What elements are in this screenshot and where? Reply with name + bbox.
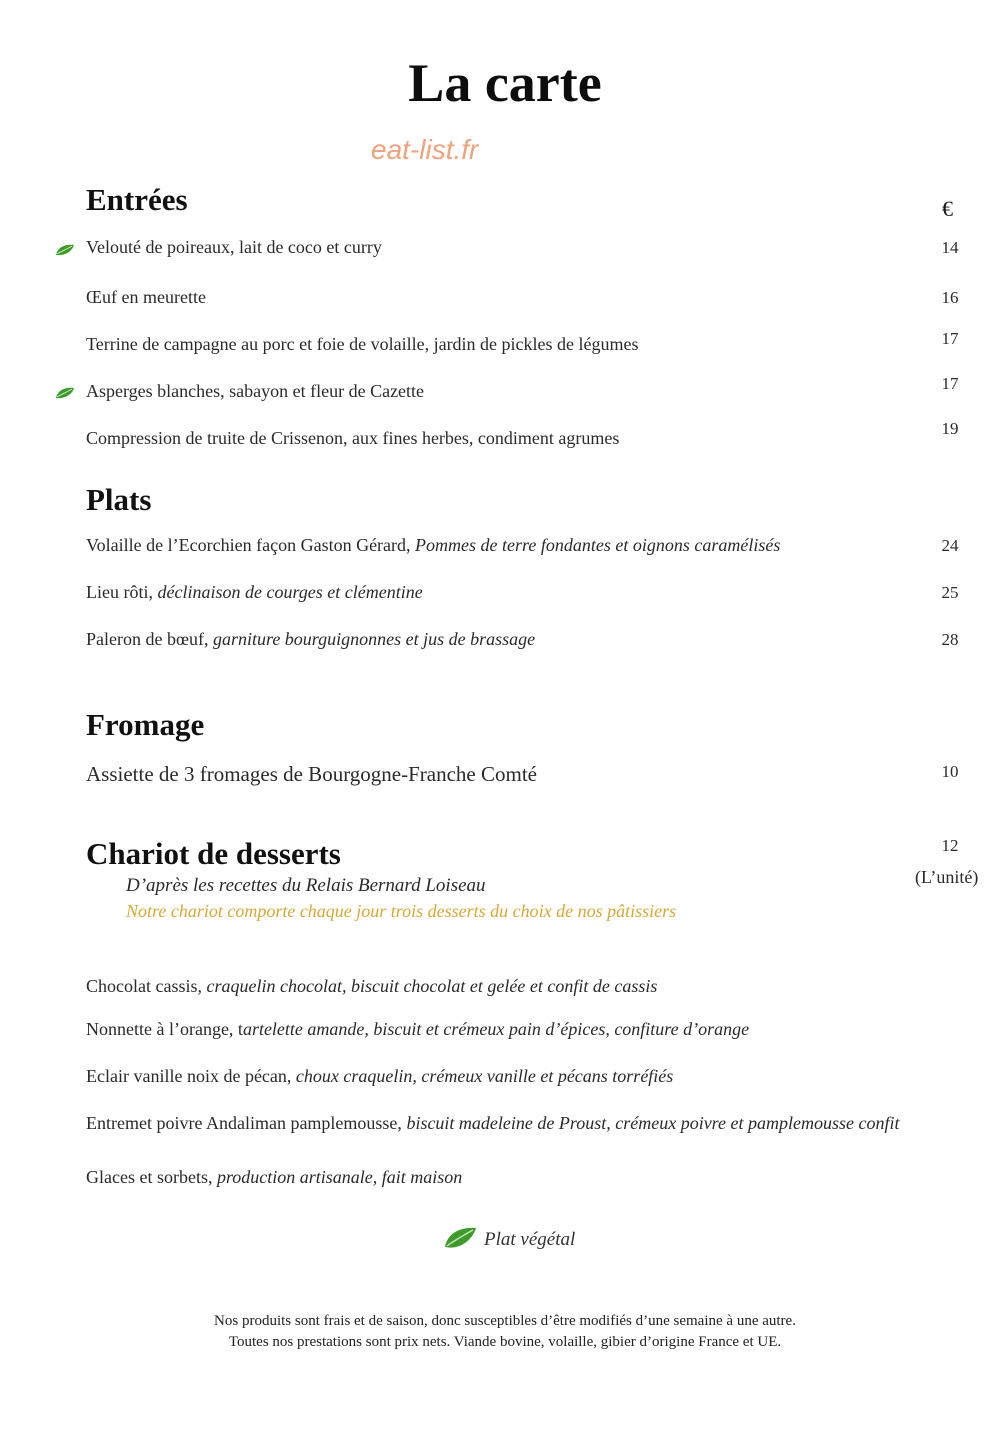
menu-item bbox=[86, 976, 657, 997]
item-price: 28 bbox=[941, 630, 959, 649]
item-name: Paleron de bœuf, bbox=[86, 629, 209, 649]
item-name: Eclair vanille noix de pécan, bbox=[86, 1066, 292, 1086]
footer-line-2: Toutes nos prestations sont prix nets. Viande bovine, volaille, gibier d’origine France et UE. bbox=[228, 1334, 782, 1350]
menu-item bbox=[86, 629, 535, 650]
item-price: 17 bbox=[941, 329, 959, 348]
item-name: Volaille de l’Ecorchien façon Gaston Gérard, bbox=[86, 535, 411, 555]
menu-item: Velouté de poireaux, lait de coco et curry bbox=[86, 237, 382, 257]
legend-label: Plat végétal bbox=[484, 1229, 576, 1250]
section-heading-fromage: Fromage bbox=[86, 707, 205, 742]
item-description: production artisanale, fait maison bbox=[212, 1167, 463, 1187]
item-description: garniture bourguignonnes et jus de brassage bbox=[208, 629, 536, 649]
item-price: 12 bbox=[941, 836, 959, 855]
menu-item bbox=[86, 535, 780, 556]
item-description: déclinaison de courges et clémentine bbox=[152, 582, 423, 602]
price-unit: (L’unité) bbox=[915, 867, 979, 887]
menu-item: Terrine de campagne au porc et foie de volaille, jardin de pickles de légumes bbox=[86, 334, 639, 354]
menu-item: Compression de truite de Crissenon, aux fines herbes, condiment agrumes bbox=[86, 428, 620, 448]
leaf-icon bbox=[55, 243, 75, 257]
menu-item: Œuf en meurette bbox=[86, 287, 206, 307]
watermark: eat-list.fr bbox=[371, 134, 479, 165]
item-name: Nonnette à l’orange, t bbox=[86, 1019, 243, 1039]
item-price: 14 bbox=[941, 238, 959, 257]
currency-symbol: € bbox=[942, 196, 953, 221]
item-name: Entremet poivre Andaliman pamplemousse, bbox=[86, 1113, 402, 1133]
menu-item: Asperges blanches, sabayon et fleur de Cazette bbox=[86, 381, 425, 401]
item-price: 10 bbox=[941, 762, 959, 781]
menu-item bbox=[86, 1113, 899, 1134]
item-price: 17 bbox=[941, 374, 959, 393]
item-description: artelette amande, biscuit et crémeux pain d’épices, confiture d’orange bbox=[242, 1019, 750, 1039]
item-price: 25 bbox=[941, 583, 959, 602]
desserts-subtitle: D’après les recettes du Relais Bernard Loiseau bbox=[126, 875, 486, 896]
menu-item bbox=[86, 582, 423, 603]
section-heading-entrees: Entrées bbox=[86, 182, 188, 217]
item-description: choux craquelin, crémeux vanille et pécans torréfiés bbox=[291, 1066, 674, 1086]
leaf-icon bbox=[55, 386, 75, 400]
item-name: Lieu rôti, bbox=[86, 582, 153, 602]
section-heading-plats: Plats bbox=[86, 482, 152, 517]
leaf-icon bbox=[443, 1225, 477, 1251]
page-title: La carte bbox=[408, 53, 602, 113]
item-price: 24 bbox=[941, 536, 959, 555]
item-description: craquelin chocolat, biscuit chocolat et gelée et confit de cassis bbox=[201, 976, 658, 996]
menu-item: Assiette de 3 fromages de Bourgogne-Franche Comté bbox=[86, 762, 537, 786]
item-name: Chocolat cassis, bbox=[86, 976, 202, 996]
footer-line-1: Nos produits sont frais et de saison, donc susceptibles d’être modifiés d’une semaine à une autre. bbox=[214, 1313, 796, 1329]
menu-item bbox=[86, 1167, 462, 1188]
menu-item bbox=[86, 1019, 749, 1040]
desserts-note: Notre chariot comporte chaque jour trois desserts du choix de nos pâtissiers bbox=[126, 901, 677, 921]
item-price: 16 bbox=[941, 288, 959, 307]
section-heading-desserts: Chariot de desserts bbox=[86, 836, 341, 871]
menu-item bbox=[86, 1066, 673, 1087]
item-price: 19 bbox=[941, 419, 959, 438]
item-name: Glaces et sorbets, bbox=[86, 1167, 213, 1187]
item-description: biscuit madeleine de Proust, crémeux poivre et pamplemousse confit bbox=[401, 1113, 900, 1133]
item-description: Pommes de terre fondantes et oignons caramélisés bbox=[410, 535, 781, 555]
